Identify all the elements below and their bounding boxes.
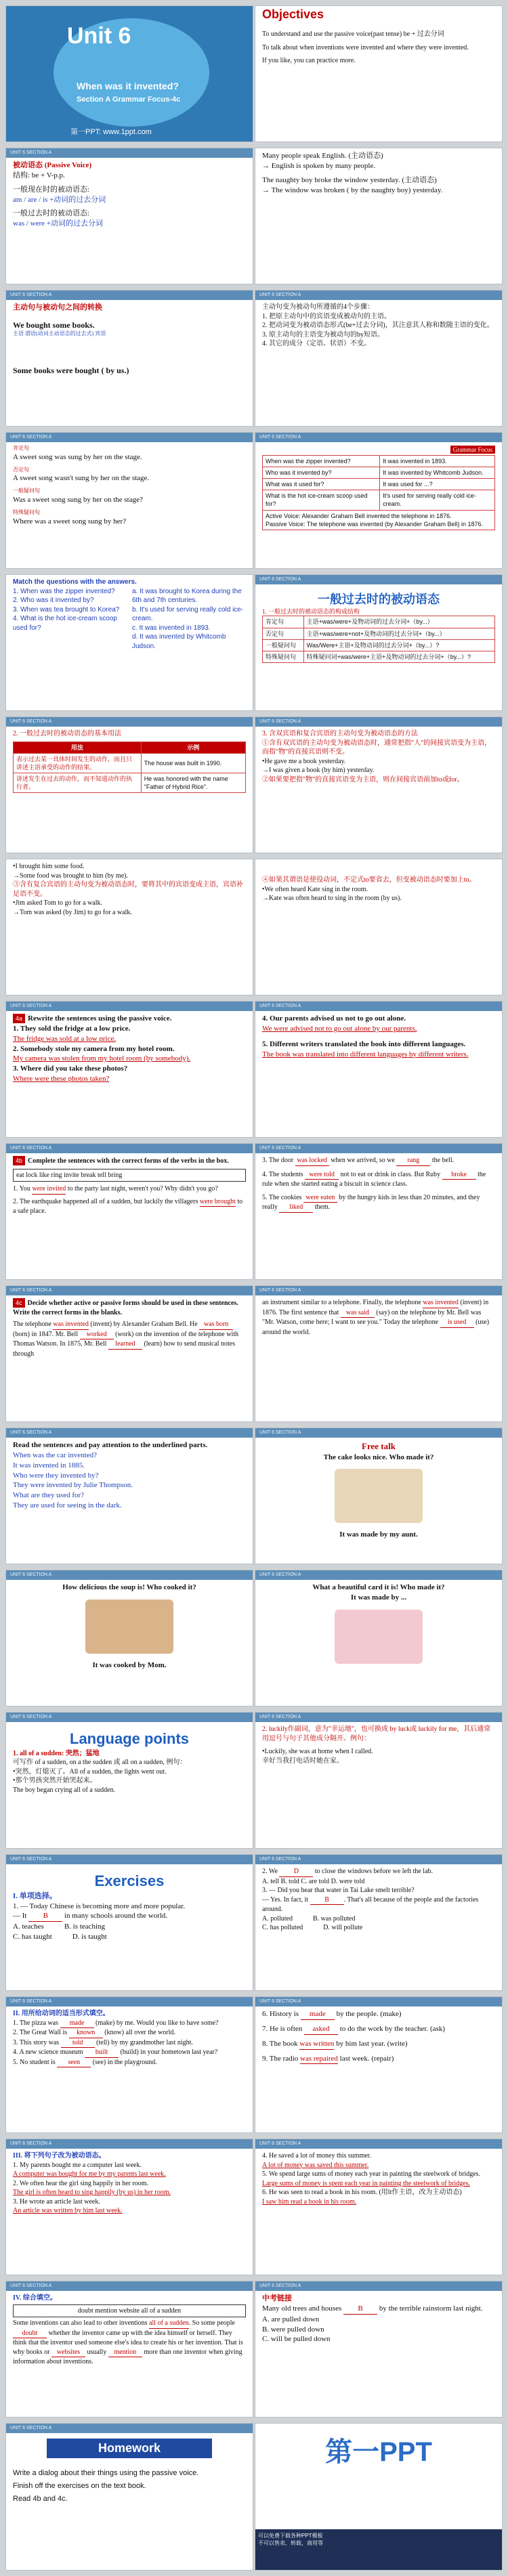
sentence-type-label: 一般疑问句 bbox=[13, 488, 40, 494]
read-line: Who were they invented by? bbox=[13, 1471, 99, 1480]
slide-song[interactable] bbox=[5, 432, 253, 569]
slide-header: UNIT 6 SECTION A bbox=[6, 1286, 253, 1295]
luckily-title: 2. luckily作副词，意为"幸运地"，也可换成 by luck或 luckily for me，其后通常用逗号与句子其他成分隔开。例句： bbox=[262, 1725, 491, 1742]
transform-question: 4. He saved a lot of money this summer. bbox=[262, 2152, 372, 2160]
unit-title: Unit 6 bbox=[67, 23, 131, 49]
transform-answer: A lot of money was saved this summer. bbox=[262, 2161, 369, 2169]
read-line: It was invented in 1885. bbox=[13, 1461, 85, 1469]
answer-blank[interactable]: was written bbox=[299, 2039, 334, 2050]
slide-header: UNIT 6 SECTION A bbox=[255, 1855, 502, 1864]
bring-line: •Jim asked Tom to go for a walk. bbox=[13, 899, 103, 907]
zhongkao-option: B. were pulled down bbox=[262, 2325, 324, 2334]
slide-bring[interactable] bbox=[5, 859, 253, 995]
slide-transform-ex-2[interactable] bbox=[255, 2139, 503, 2275]
answer-blank[interactable]: broke bbox=[442, 1170, 476, 1180]
grammar-focus-title: Grammar Focus bbox=[450, 446, 495, 454]
telephone-title: Decide whether active or passive forms should be used in these sentences. Write the correct forms in the blanks. bbox=[13, 1300, 238, 1316]
make-line: ④如果其谓语是使役动词，不定式to要省去，但变被动语态时要加上to。 bbox=[262, 876, 476, 884]
zhongkao-title: 中考链接 bbox=[262, 2294, 292, 2302]
answer-blank[interactable]: were told bbox=[305, 1170, 339, 1180]
slide-header: UNIT 6 SECTION A bbox=[6, 717, 253, 727]
slide-exercises-2[interactable]: UNIT 6 SECTION A 2. We D to close the windows before we left the lab. A. tell B. told C. are told D. were told 3. — Did you hear that water in Tai Lake smelt terrible? — Yes. In fact, it B . That's all because of the people and the factories around. A. polluted B. was polluted C. has polluted D. will pollute bbox=[255, 1854, 503, 1991]
rewrite-answer: We were advised not to go out alone by our parents. bbox=[262, 1024, 417, 1033]
bring-line: →Some food was brought to him (by me). bbox=[13, 872, 128, 880]
slide-header: UNIT 6 SECTION A bbox=[255, 1713, 502, 1722]
past-label: 一般过去时的被动语态: bbox=[13, 209, 90, 218]
rewrite-answer: The book was translated into different languages by different writers. bbox=[262, 1050, 469, 1058]
past-passive-title: 一般过去时的被动语态 bbox=[318, 593, 440, 606]
transform-question: 1. My parents bought me a computer last week. bbox=[13, 2161, 142, 2169]
match-title: Match the questions with the answers. bbox=[13, 578, 137, 586]
rewrite-question: 2. Somebody stole my camera from my hotel room. bbox=[13, 1044, 175, 1053]
answer-blank[interactable]: made bbox=[60, 2019, 94, 2029]
match-answer: c. It was invented in 1893. bbox=[132, 624, 211, 632]
slide-objectives[interactable] bbox=[255, 5, 503, 142]
slide-header: UNIT 6 SECTION A bbox=[255, 291, 502, 300]
slide-luckily[interactable] bbox=[255, 1712, 503, 1849]
usage-title: 2. 一般过去时的被动语态的基本用法 bbox=[13, 730, 121, 737]
rule-line: 4. 其它的成分（定语、状语）不变。 bbox=[262, 340, 371, 347]
homework-item: • Finish off the exercises on the text book. bbox=[13, 2481, 246, 2491]
answer-blank[interactable]: all of a sudden bbox=[149, 2319, 189, 2329]
zhongkao-option: C. will be pulled down bbox=[262, 2335, 331, 2344]
match-answer: b. It's used for serving really cold ice-cream. bbox=[132, 605, 244, 622]
slide-header: UNIT 6 SECTION A bbox=[6, 1570, 253, 1580]
slide-telephone-2[interactable]: UNIT 6 SECTION A an instrument similar to a telephone. Finally, the telephone was invented (invent) in 1876. The first sentence that was said (say) on the telephone by Mr. Bell was "Mr. Watson, come here; I want to see you." Today the telephone is used (use) around the world. bbox=[255, 1285, 503, 1422]
answer-blank[interactable]: were invited bbox=[32, 1184, 66, 1195]
answer-blank[interactable]: known bbox=[69, 2028, 103, 2038]
slide-comprehensive[interactable]: UNIT 6 SECTION A IV. 综合填空。 doubt mention website all of a sudden Some inventions can also lead to other inventions all of a sudden. So some people doubt whether the inventor came up with the idea himself or herself. They think that the inventor used someone else's idea to create his or her invention. That is why books or websites usually mention more than one inventor when giving information about inventions. bbox=[5, 2281, 253, 2418]
slide-rewrite-1[interactable] bbox=[5, 1001, 253, 1138]
past-passive-table: 肯定句 主语+was/were+及物动词的过去分词+（by...） 否定句 主语+was/were+not+及物动词的过去分词+（by...） 一般疑问句 Was/Were+主语+及物动词的过去分词+（by...）? 特殊疑问句 特殊疑问词+was/were+主语+及物动词的过去分词+（by...）? bbox=[262, 616, 495, 663]
match-answer: d. It was invented by Whitcomb Judson. bbox=[132, 633, 226, 650]
transform-title: 主动句与被动句之间的转换 bbox=[13, 303, 102, 312]
read-line: They were invented by Julie Thompson. bbox=[13, 1481, 133, 1490]
example-line: → English is spoken by many people. bbox=[262, 161, 376, 170]
exercises-title: Exercises bbox=[94, 1872, 165, 1889]
free-talk-question: The cake looks nice. Who made it? bbox=[323, 1453, 434, 1461]
sentence-type-label: 特殊疑问句 bbox=[13, 509, 40, 515]
rewrite-question: 4. Our parents advised us not to go out alone. bbox=[262, 1014, 406, 1023]
slide-free-talk[interactable] bbox=[255, 1427, 503, 1564]
usage-table: 用法 示例 表示过去某一具体时间发生的动作，而且只讲述主语承受的动作的结果。 The house was built in 1990. 讲述发生在过去的动作，而不知道动作的执行者。 He was honored with the name "Father of Hybrid Rice". bbox=[13, 742, 246, 794]
word-box: doubt mention website all of a sudden bbox=[13, 2304, 246, 2318]
slide-past-passive[interactable] bbox=[255, 574, 503, 711]
answer-blank[interactable]: B bbox=[310, 1895, 344, 1906]
transform-answer: An article was written by him last week. bbox=[13, 2207, 123, 2214]
card-answer: It was made by ... bbox=[350, 1593, 407, 1602]
example-line: → The window was broken ( by the naughty boy) yesterday. bbox=[262, 186, 443, 194]
rewrite-question: 5. Different writers translated the book into different languages. bbox=[262, 1039, 466, 1048]
lp-line: 可写作 of a sudden, on a the sudden 或 all on a sudden, 例句： bbox=[13, 1759, 187, 1767]
zhongkao-option: A. are pulled down bbox=[262, 2315, 320, 2323]
match-question: 4. What is the hot ice-cream scoop used for? bbox=[13, 615, 117, 632]
slide-double-object[interactable] bbox=[255, 716, 503, 853]
double-object-line: •He gave me a book yesterday. bbox=[262, 757, 346, 765]
slide-zhongkao[interactable]: UNIT 6 SECTION A 中考链接 Many old trees and houses B by the terrible rainstorm last night. A. are pulled down B. were pulled down C. will be pulled down bbox=[255, 2281, 503, 2418]
lp-line: •突然，灯熄灭了。All of a sudden, the lights went out. bbox=[13, 1767, 167, 1776]
answer-blank[interactable]: made bbox=[301, 2009, 335, 2020]
match-question: 2. Who was it invented by? bbox=[13, 597, 94, 604]
double-object-title: 3. 含双宾语和复合宾语的主动句变为被动语态的方法 bbox=[262, 730, 418, 737]
word-box: eat lock like ring invite break tell bring bbox=[13, 1169, 246, 1182]
slide-telephone-1[interactable]: UNIT 6 SECTION A 4c Decide whether active or passive forms should be used in these sentences. Write the correct forms in the blanks. The telephone was invented (invent) by Alexander Graham Bell. He was born (born) in 1847. Mr. Bell worked (work) on the invention of the telephone with Thomas Watson. In 1875, Mr. Bell learned (learn) how to send musical notes through bbox=[5, 1285, 253, 1422]
soup-image bbox=[85, 1600, 173, 1654]
exercise-options: A. tell B. told C. are told D. were told bbox=[262, 1877, 365, 1885]
slide-homework[interactable] bbox=[5, 2423, 253, 2571]
answer-blank[interactable]: seen bbox=[57, 2058, 91, 2068]
slide-header: UNIT 6 SECTION A bbox=[6, 291, 253, 300]
double-object-line: →I was given a book (by him) yesterday. bbox=[262, 767, 375, 774]
match-answer: a. It was brought to Korea during the 6th and 7th centuries. bbox=[132, 587, 242, 604]
site-logo: 第一PPT bbox=[325, 2437, 432, 2467]
answer-blank[interactable]: B bbox=[28, 1911, 62, 1922]
slide-make[interactable] bbox=[255, 859, 503, 995]
slide-exercises-1[interactable]: UNIT 6 SECTION A Exercises I. 单项选择。 1. — Today Chinese is becoming more and more popular. — It B in many schools around the world. A. teaches B. is teaching C. has taught D. is taught bbox=[5, 1854, 253, 1991]
transform-question: 3. He wrote an article last week. bbox=[13, 2197, 100, 2206]
slide-title[interactable] bbox=[5, 5, 253, 142]
complete-title: Complete the sentences with the correct forms of the verbs in the box. bbox=[28, 1157, 229, 1165]
past-passive-subtitle: 1. 一般过去时的被动语态的构成结构 bbox=[262, 608, 360, 616]
ad-footer: 可以免费下载各种PPT模板 不可以售卖、转载、商用等 bbox=[255, 2529, 502, 2570]
card-image bbox=[335, 1610, 423, 1664]
slide-header: UNIT 6 SECTION A bbox=[6, 2139, 253, 2149]
passive-title: 被动语态 (Passive Voice) bbox=[13, 161, 92, 169]
slide-header: UNIT 6 SECTION A bbox=[255, 1997, 502, 2006]
slide-header: UNIT 6 SECTION A bbox=[6, 1428, 253, 1438]
objectives-title: Objectives bbox=[262, 7, 324, 21]
answer-blank[interactable]: were brought bbox=[200, 1197, 236, 1207]
read-line: When was the car invented? bbox=[13, 1451, 97, 1459]
bring-line: →Tom was asked (by Jim) to go for a walk. bbox=[13, 908, 132, 916]
rewrite-answer: My camera was stolen from my hotel room (by somebody). bbox=[13, 1054, 191, 1063]
answer-blank[interactable]: liked bbox=[279, 1203, 313, 1213]
rewrite-question: 1. They sold the fridge at a low price. bbox=[13, 1024, 131, 1033]
rule-line: 主动句变为被动句所遵循的4个步骤： bbox=[262, 303, 374, 311]
answer-blank[interactable]: B bbox=[343, 2304, 377, 2315]
answer-blank[interactable]: was invented bbox=[53, 1320, 89, 1330]
rewrite-answer: The fridge was sold at a low price. bbox=[13, 1034, 117, 1043]
rule-line: 1. 把原主动句中的宾语变成被动句的主语。 bbox=[262, 312, 391, 320]
answer-blank[interactable]: built bbox=[85, 2048, 119, 2058]
rewrite-answer: Where were these photos taken? bbox=[13, 1075, 110, 1083]
slide-card[interactable] bbox=[255, 1570, 503, 1706]
slide-header: UNIT 6 SECTION A bbox=[6, 2281, 253, 2291]
soup-question: How delicious the soup is! Who cooked it? bbox=[62, 1583, 196, 1591]
homework-item: • Read 4b and 4c. bbox=[13, 2494, 246, 2504]
free-talk-answer: It was made by my aunt. bbox=[339, 1530, 418, 1539]
slide-header: UNIT 6 SECTION A bbox=[255, 717, 502, 727]
slide-header: UNIT 6 SECTION A bbox=[6, 1144, 253, 1153]
transform-question: 5. We spend large sums of money each year in painting the steelwork of bridges. bbox=[262, 2170, 481, 2178]
slide-header: UNIT 6 SECTION A bbox=[6, 1713, 253, 1722]
read-line: They are used for seeing in the dark. bbox=[13, 1501, 122, 1510]
luckily-line: •Luckily, she was at home when I called. bbox=[262, 1748, 373, 1755]
double-object-line: ①含有双宾语的主动句变为被动语态时，通常把指"人"的间接宾语变为主语，而指"物"的直接宾语则不变。 bbox=[262, 739, 492, 756]
lp-line: •那个男孩突然开始哭起来。 bbox=[13, 1777, 97, 1785]
transform-question: 2. We often hear the girl sing happily in her room. bbox=[13, 2179, 149, 2187]
exercises-sub: I. 单项选择。 bbox=[13, 1891, 57, 1900]
rule-line: 2. 把动词变为被动语态形式(be+过去分词)，其注意其人称和数随主语的变化。 bbox=[262, 322, 494, 329]
slide-header: UNIT 6 SECTION A bbox=[255, 575, 502, 584]
transform-ex-title: III. 将下列句子改为被动语态。 bbox=[13, 2152, 106, 2160]
slide-header: UNIT 6 SECTION A bbox=[255, 1570, 502, 1580]
present-label: 一般现在时的被动语态: bbox=[13, 185, 90, 194]
slide-ad[interactable] bbox=[255, 2423, 503, 2571]
passive-structure: 结构: be + V-p.p. bbox=[13, 171, 65, 179]
sentence-type-label: 肯定句 bbox=[13, 445, 29, 451]
slide-header: UNIT 6 SECTION A bbox=[255, 1144, 502, 1153]
slide-usage[interactable] bbox=[5, 716, 253, 853]
free-talk-title: Free talk bbox=[362, 1441, 396, 1451]
transform-answer: I saw him read a book in his room. bbox=[262, 2197, 357, 2206]
slide-header: UNIT 6 SECTION A bbox=[255, 1002, 502, 1011]
answer-blank[interactable]: was locked bbox=[295, 1156, 329, 1166]
answer-blank[interactable]: doubt bbox=[13, 2329, 47, 2339]
answer-blank[interactable]: was said bbox=[341, 1308, 375, 1318]
answer-blank[interactable]: was repaired bbox=[300, 2054, 338, 2065]
slide-header: UNIT 6 SECTION A bbox=[255, 1428, 502, 1438]
slide-complete-2[interactable]: UNIT 6 SECTION A 3. The door was locked when we arrived, so we rang the bell. 4. The students were told not to eat or drink in class. But Ruby broke the rule when she started eating a biscuit in science class. 5. The cookies were eaten by the hungry kids in less than 20 minutes, and they really liked them. bbox=[255, 1143, 503, 1280]
exercise-question: 1. — Today Chinese is becoming more and more popular. bbox=[13, 1902, 186, 1910]
read-line: What are they used for? bbox=[13, 1491, 85, 1500]
past-form: was / were +动词的过去分词 bbox=[13, 219, 103, 228]
match-question: 1. When was the zipper invented? bbox=[13, 587, 115, 595]
make-line: •We often heard Kate sing in the room. bbox=[262, 885, 368, 893]
luckily-line: 幸好当我打电话时她在家。 bbox=[262, 1757, 343, 1765]
transform-labels: 主语 谓语(动词主动语态的过去式) 宾语 bbox=[13, 330, 106, 337]
answer-blank[interactable]: rang bbox=[396, 1156, 430, 1166]
transform-passive: Some books were bought ( by us.) bbox=[13, 365, 129, 375]
transform-question: 6. He was seen to read a book in his room. (用lt作主语，改为主动语态) bbox=[262, 2189, 462, 2196]
fill-title: II. 用所给动词的适当形式填空。 bbox=[13, 2010, 110, 2017]
lp-line: The boy began crying all of a sudden. bbox=[13, 1786, 116, 1794]
slide-grammar-focus[interactable] bbox=[255, 432, 503, 569]
sentence-type-label: 否定句 bbox=[13, 466, 29, 473]
comprehensive-title: IV. 综合填空。 bbox=[13, 2294, 57, 2302]
cake-image bbox=[335, 1469, 423, 1523]
slide-header: UNIT 6 SECTION A bbox=[6, 2424, 253, 2433]
answer-blank[interactable]: D bbox=[279, 1867, 313, 1877]
answer-blank[interactable]: were eaten bbox=[303, 1193, 337, 1203]
slide-examples[interactable] bbox=[255, 148, 503, 284]
make-line: →Kate was often heard to sing in the room (by us). bbox=[262, 895, 402, 902]
slide-header: UNIT 6 SECTION A bbox=[6, 148, 253, 158]
song-line: Was a sweet song sung by her on the stage? bbox=[13, 496, 143, 505]
read-title: Read the sentences and pay attention to the underlined parts. bbox=[13, 1441, 208, 1449]
lp-line: 1. all of a sudden: 突然；猛地 bbox=[13, 1749, 100, 1757]
answer-blank[interactable]: mention bbox=[108, 2348, 142, 2358]
slide-header: UNIT 6 SECTION A bbox=[255, 2281, 502, 2291]
slide-header: UNIT 6 SECTION A bbox=[255, 1286, 502, 1295]
slide-transform[interactable] bbox=[5, 290, 253, 427]
grammar-table: When was the zipper invented? It was invented in 1893. Who was it invented by? It was invented by Whitcomb Judson. What was it used for? It was used for ...? What is the hot ice-cream scoop used for? It's used for serving really cold ice-cream. Active Voice: Alexander Graham Bell invented the telephone in 1876. Passive Voice: The telephone was invented (by Alexander Graham Bell) in 1876. bbox=[262, 455, 495, 530]
song-line: A sweet song was sung by her on the stage. bbox=[13, 452, 142, 461]
slide-match[interactable] bbox=[5, 574, 253, 711]
example-line: Many people speak English. (主动语态) bbox=[262, 152, 383, 160]
slide-read-questions[interactable] bbox=[5, 1427, 253, 1564]
slide-fill-2[interactable]: UNIT 6 SECTION A 6. History is made by the people. (make) 7. He is often asked to do the work by the teacher. (ask) 8. The book was written by him last year. (write) 9. The radio was repaired last week. (repair) bbox=[255, 1996, 503, 2133]
answer-blank[interactable]: was born bbox=[199, 1320, 233, 1330]
slide-complete-1[interactable]: UNIT 6 SECTION A 4b Complete the sentences with the correct forms of the verbs in the box. eat lock like ring invite break tell bring 1. You were invited to the party last night, weren't you? Why didn't you go? 2. The earthquake happened all of a sudden, but luckily the villagers were brought to a safe place. bbox=[5, 1143, 253, 1280]
transform-active: We bought some books. bbox=[13, 320, 95, 330]
transform-answer: A computer was bought for me by my parents last week. bbox=[13, 2170, 166, 2178]
objective-item: If you like, you can practice more. bbox=[262, 57, 356, 64]
objective-item: To understand and use the passive voice(past tense) be + 过去分词 bbox=[262, 30, 444, 38]
exercise-label: 4c bbox=[13, 1298, 25, 1308]
answer-blank[interactable]: asked bbox=[304, 2024, 338, 2035]
slide-passive-def[interactable] bbox=[5, 148, 253, 284]
exercise-question: 3. — Did you hear that water in Tai Lake smelt terrible? bbox=[262, 1887, 415, 1894]
exercise-label: 4b bbox=[13, 1156, 25, 1165]
answer-blank[interactable]: is used bbox=[440, 1318, 474, 1328]
slide-transform-ex-1[interactable] bbox=[5, 2139, 253, 2275]
answer-blank[interactable]: was invented bbox=[423, 1298, 459, 1308]
bring-line: ③含有复合宾语的主动句变为被动语态时，要将其中的宾语变成主语，宾语补足语不变。 bbox=[13, 881, 243, 898]
homework-item: • Write a dialog about their things using the passive voice. bbox=[13, 2468, 246, 2478]
answer-blank[interactable]: websites bbox=[51, 2348, 85, 2358]
site-label: 第一PPT: www.1ppt.com bbox=[70, 128, 152, 136]
answer-blank[interactable]: told bbox=[61, 2038, 95, 2048]
exercise-label: 4a bbox=[13, 1014, 25, 1023]
homework-title: Homework bbox=[47, 2439, 212, 2458]
slide-header: UNIT 6 SECTION A bbox=[6, 433, 253, 442]
slide-header: UNIT 6 SECTION A bbox=[6, 1002, 253, 1011]
soup-answer: It was cooked by Mom. bbox=[92, 1660, 167, 1669]
slide-soup[interactable] bbox=[5, 1570, 253, 1706]
match-question: 3. When was tea brought to Korea? bbox=[13, 605, 120, 614]
rule-line: 3. 原主动句的主语变为被动句的by短语。 bbox=[262, 330, 384, 339]
song-line: Where was a sweet song sung by her? bbox=[13, 517, 127, 525]
unit-question: When was it invented? bbox=[77, 81, 179, 91]
slide-transform-rules[interactable] bbox=[255, 290, 503, 427]
rewrite-question: 3. Where did you take these photos? bbox=[13, 1065, 128, 1073]
answer-blank[interactable]: worked bbox=[80, 1330, 114, 1340]
song-line: A sweet song wasn't sung by her on the stage. bbox=[13, 474, 150, 483]
slide-rewrite-2[interactable] bbox=[255, 1001, 503, 1138]
card-question: What a beautiful card it is! Who made it? bbox=[312, 1583, 445, 1591]
answer-blank[interactable]: learned bbox=[108, 1339, 142, 1350]
slide-header: UNIT 6 SECTION A bbox=[6, 1855, 253, 1864]
language-points-title: Language points bbox=[70, 1730, 189, 1747]
bring-line: •I brought him some food. bbox=[13, 863, 85, 870]
slide-header: UNIT 6 SECTION A bbox=[255, 2139, 502, 2149]
unit-section: Section A Grammar Focus-4c bbox=[77, 95, 181, 104]
example-line: The naughty boy broke the window yesterday. (主动语态) bbox=[262, 175, 437, 184]
present-form: am / are / is +动词的过去分词 bbox=[13, 195, 106, 204]
transform-answer: Large sums of money is spent each year in painting the steelwork of bridges. bbox=[262, 2179, 470, 2187]
slide-fill-1[interactable]: UNIT 6 SECTION A II. 用所给动词的适当形式填空。 1. The pizza was made (make) by me. Would you like to have some? 2. The Great Wall is known (know) all over the world. 3. This story was told (tell) by my grandmother last night. 4. A new science museum built (build) in your hometown last year? 5. No student is seen (see) in the playground. bbox=[5, 1996, 253, 2133]
double-object-line: ②如果要把指"物"的直接宾语变为主语，则在间接宾语前加to或for。 bbox=[262, 775, 464, 783]
slide-header: UNIT 6 SECTION A bbox=[6, 1997, 253, 2006]
slide-header: UNIT 6 SECTION A bbox=[255, 433, 502, 442]
objective-item: To talk about when inventions were invented and where they were invented. bbox=[262, 43, 469, 51]
rewrite-title: Rewrite the sentences using the passive voice. bbox=[28, 1014, 172, 1023]
slide-language-points[interactable] bbox=[5, 1712, 253, 1849]
transform-answer: The girl is often heard to sing happily (by us) in her room. bbox=[13, 2189, 171, 2196]
